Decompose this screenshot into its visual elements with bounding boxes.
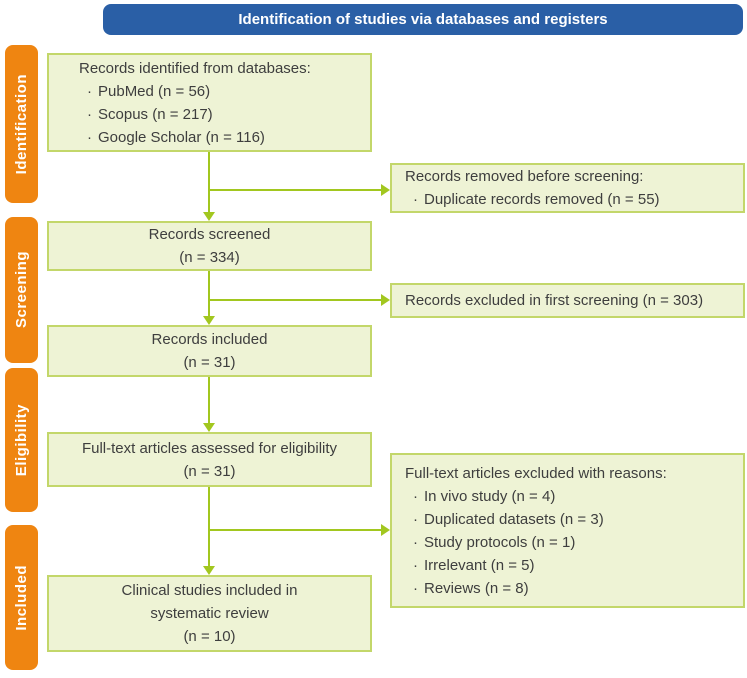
bullet-item: · Reviews (n = 8)	[413, 577, 604, 600]
box-text-line: (n = 31)	[183, 462, 236, 480]
arrowhead-right-icon	[381, 524, 390, 536]
arrow-branch-to-removed	[209, 189, 381, 191]
box-text-line: (n = 31)	[183, 354, 236, 371]
arrowhead-down-icon	[203, 316, 215, 325]
box-title: Full-text articles excluded with reasons:	[405, 464, 667, 482]
box-title: Records identified from databases:	[79, 59, 311, 77]
box-text-line: Full-text articles assessed for eligibility	[81, 439, 338, 457]
box-records-identified	[47, 53, 372, 152]
box-text-line: (n = 10)	[183, 628, 236, 645]
stage-label-screening	[5, 217, 38, 363]
box-fulltext-excluded	[390, 453, 745, 608]
diagram-title: Identification of studies via databases and registers	[238, 11, 608, 28]
bullet-item: · Scopus (n = 217)	[87, 103, 265, 126]
bullet-list	[405, 485, 604, 600]
arrow-branch-to-excluded-first	[209, 299, 381, 301]
diagram-header	[103, 4, 743, 35]
stage-label-eligibility	[5, 368, 38, 512]
box-records-screened	[47, 221, 372, 271]
bullet-list	[79, 80, 265, 149]
bullet-item: · Google Scholar (n = 116)	[87, 126, 265, 149]
arrowhead-down-icon	[203, 566, 215, 575]
box-records-excluded-first-screening	[390, 283, 745, 318]
box-fulltext-assessed	[47, 432, 372, 487]
stage-label-text: Included	[13, 564, 30, 631]
box-title: Records removed before screening:	[405, 168, 644, 185]
box-records-included	[47, 325, 372, 377]
bullet-item: · Duplicate records removed (n = 55)	[413, 188, 660, 211]
bullet-item: · Irrelevant (n = 5)	[413, 554, 604, 577]
arrowhead-right-icon	[381, 184, 390, 196]
stage-label-included	[5, 525, 38, 670]
box-title: Records excluded in first screening (n = 303)	[405, 292, 704, 309]
box-text-line: (n = 334)	[179, 249, 240, 266]
bullet-item: · PubMed (n = 56)	[87, 80, 265, 103]
box-clinical-studies-included	[47, 575, 372, 652]
arrow-included-to-fulltext	[208, 377, 210, 423]
bullet-item: · In vivo study (n = 4)	[413, 485, 604, 508]
stage-label-text: Identification	[13, 73, 30, 175]
stage-label-text: Eligibility	[13, 403, 30, 477]
box-text-line: Clinical studies included in	[121, 582, 298, 599]
stage-label-text: Screening	[13, 251, 30, 329]
bullet-list	[405, 188, 660, 211]
box-records-removed	[390, 163, 745, 213]
arrow-identified-to-screened	[208, 152, 210, 212]
arrow-branch-to-fulltext-excluded	[209, 529, 381, 531]
stage-label-identification	[5, 45, 38, 203]
box-text-line: Records screened	[148, 226, 271, 243]
arrow-screened-to-included	[208, 271, 210, 316]
arrowhead-down-icon	[203, 212, 215, 221]
bullet-item: · Study protocols (n = 1)	[413, 531, 604, 554]
arrow-fulltext-to-clinical	[208, 487, 210, 566]
bullet-item: · Duplicated datasets (n = 3)	[413, 508, 604, 531]
box-text-line: Records included	[151, 331, 268, 348]
box-text-line: systematic review	[150, 605, 269, 622]
arrowhead-right-icon	[381, 294, 390, 306]
arrowhead-down-icon	[203, 423, 215, 432]
